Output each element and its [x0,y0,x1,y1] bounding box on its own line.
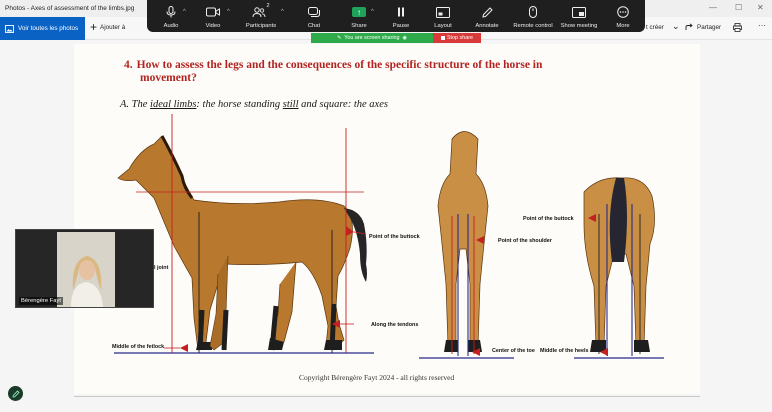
add-to-button[interactable] [90,22,125,32]
more-label: More [616,23,630,29]
label-point-of-buttock-side: Point of the buttock [369,234,420,240]
share-label: Share [351,23,367,29]
subtitle-suffix: and square: the axes [298,99,388,110]
mouse-icon [529,6,537,18]
show-meeting-label: Show meeting [560,23,598,29]
heading-number: 4. [124,59,133,71]
create-button[interactable]: t créer [646,24,664,31]
screen-sharing-banner [311,33,481,43]
layout-icon [436,7,450,18]
photos-icon [5,25,14,33]
slide-image [74,44,700,394]
plus-icon: + [90,20,98,34]
chat-label: Chat [307,23,321,29]
all-photos-label: Voir toutes les photos [18,25,79,32]
front-view-horse [419,132,514,359]
zoom-control-bar [147,0,645,32]
slide-subtitle [120,99,388,110]
participant-name: Bérengère Fayt [21,298,61,304]
label-point-of-shoulder: Point of the shoulder [498,238,552,244]
label-center-of-toe: Center of the toe [492,348,535,354]
shield-icon: ◉ [402,35,407,41]
subtitle-prefix: A. The [120,99,151,110]
copyright-text: Copyright Bérengère Fayt 2024 - all rights reserved [299,373,455,382]
stop-share-button[interactable] [433,33,481,43]
subtitle-ideal: ideal limbs [150,99,197,110]
label-point-of-buttock-rear: Point of the buttock [523,216,574,222]
video-camera-icon [206,7,220,17]
pencil-icon [12,390,20,398]
print-icon[interactable] [733,23,742,32]
more-icon [617,6,629,18]
label-middle-of-fetlock: Middle of the fetlock [112,344,165,350]
layout-label: Layout [434,23,452,29]
webcam-video-tile[interactable] [15,229,154,308]
participant-video [57,232,115,307]
show-meeting-icon [572,7,586,18]
window-title: Photos - Axes of assessment of the limbs.jpg [5,5,135,12]
chevron-down-icon[interactable]: ^ [183,9,186,15]
microphone-icon [166,6,176,18]
chevron-down-icon[interactable]: ^ [281,9,284,15]
chevron-down-icon[interactable]: ^ [371,9,374,15]
add-to-label: Ajouter à [100,23,126,31]
edit-button[interactable] [8,386,23,401]
share-arrow-icon: ↑ [352,7,366,17]
more-button[interactable] [597,3,649,29]
participants-label: Participants [245,23,277,29]
maximize-icon[interactable]: ☐ [735,3,743,12]
pencil-icon [482,7,493,18]
chevron-down-icon[interactable]: ^ [227,9,230,15]
subtitle-mid: : the horse standing [196,99,283,110]
chevron-down-icon[interactable]: ⌄ [672,21,680,31]
sharing-status [311,33,433,43]
label-joint: l joint [154,265,169,271]
horse-illustration [74,114,700,369]
label-along-tendons: Along the tendons [371,322,419,328]
stop-share-label: Stop share [446,35,474,41]
subtitle-still: still [282,99,299,110]
pause-icon [397,7,405,17]
close-icon[interactable]: ✕ [757,3,764,12]
share-button[interactable]: Partager [697,24,722,31]
pause-label: Pause [392,23,410,29]
divider [74,396,700,397]
participants-count: 2 [266,3,270,9]
stop-icon [441,36,445,40]
remote-control-label: Remote control [513,23,553,29]
participants-button[interactable] [235,3,287,29]
share-icon[interactable] [685,23,693,31]
rear-view-horse [574,178,664,358]
more-options-icon[interactable]: ··· [758,21,766,30]
all-photos-button[interactable] [0,17,85,40]
heading-line-2: movement? [140,71,197,84]
heading-line-1: How to assess the legs and the consequences of the specific structure of the horse in [136,59,543,71]
video-label: Video [205,23,221,29]
minimize-icon[interactable]: — [709,3,717,12]
video-button[interactable] [187,3,239,29]
slide-heading [124,59,624,84]
annotate-label: Annotate [475,23,499,29]
pencil-icon[interactable]: ✎ [337,35,342,41]
label-middle-of-heels: Middle of the heels [540,348,589,354]
sharing-status-text: You are screen sharing [344,35,400,41]
audio-label: Audio [163,23,179,29]
chat-icon [308,7,320,18]
participants-icon [252,7,266,18]
